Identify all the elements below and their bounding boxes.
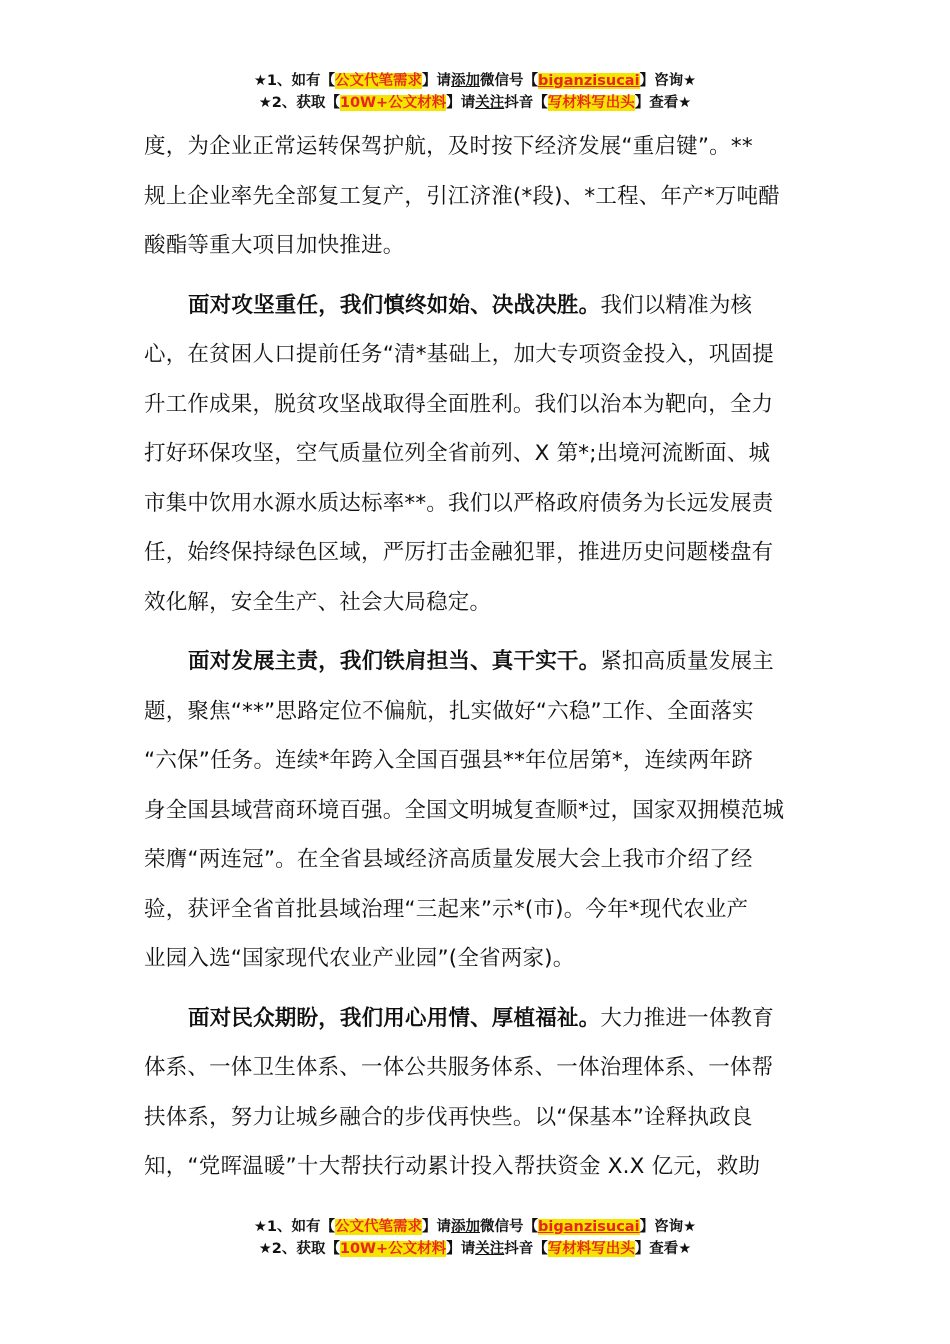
header-line-1-wechat-id: biganzisucai <box>538 73 640 89</box>
text-line: 体系、一体卫生体系、一体公共服务体系、一体治理体系、一体帮 <box>144 1055 774 1080</box>
footer-line-1-prefix: ★1、如有【 <box>253 1219 336 1235</box>
text-line: 知，“党晖温暖”十大帮扶行动累计投入帮扶资金 X.X 亿元，救助 <box>144 1154 761 1179</box>
header-line-2-douyin-account: 写材料写出头 <box>547 95 635 111</box>
header-line-1-suffix: 】咨询★ <box>639 73 697 89</box>
paragraph-first-line <box>144 281 809 331</box>
paragraph-first-line <box>144 637 809 687</box>
footer-line-2-mid: 】请 <box>446 1241 476 1257</box>
paragraph-3 <box>144 994 809 1192</box>
footer-line-1-mid: 】请 <box>422 1219 452 1235</box>
text-line: 身全国县域营商环境百强。全国文明城复查顺*过，国家双拥模范城 <box>144 797 785 823</box>
paragraph-lead: 面对发展主责，我们铁肩担当、真干实干。 <box>188 649 601 674</box>
header-line-2 <box>0 92 950 114</box>
text-line: 验，获评全省首批县域治理“三起来”示*(市)。今年*现代农业产 <box>144 896 749 922</box>
header-line-2-mid2: 抖音【 <box>504 95 548 111</box>
footer-line-1-suffix: 】咨询★ <box>639 1219 697 1235</box>
text-line: 扶体系，努力让城乡融合的步伐再快些。以“保基本”诠释执政良 <box>144 1104 753 1130</box>
text-line: 心，在贫困人口提前任务“清*基础上，加大专项资金投入，巩固提 <box>144 342 774 367</box>
text-line: 任，始终保持绿色区域，严厉打击金融犯罪，推进历史问题楼盘有 <box>144 540 774 565</box>
footer-line-1-underlined: 添加 <box>451 1219 481 1235</box>
footer-line-2-mid2: 抖音【 <box>504 1241 548 1257</box>
text-line: 效化解，安全生产、社会大局稳定。 <box>144 589 492 615</box>
text-line: “六保”任务。连续*年跨入全国百强县**年位居第*，连续两年跻 <box>144 748 753 773</box>
text-line: 打好环保攻坚，空气质量位列全省前列、X 第*;出境河流断面、城 <box>144 441 771 466</box>
footer-line-1-highlight-service: 公文代笔需求 <box>335 1219 423 1235</box>
header-banner <box>0 70 950 114</box>
footer-line-2-highlight-materials: 10W+公文材料 <box>339 1241 447 1257</box>
header-line-1-underlined: 添加 <box>451 73 481 89</box>
header-line-2-mid: 】请 <box>446 95 476 111</box>
header-line-2-highlight-materials: 10W+公文材料 <box>339 95 447 111</box>
paragraph-lead: 面对民众期盼，我们用心用情、厚植福祉。 <box>188 1005 601 1031</box>
header-line-1-highlight-service: 公文代笔需求 <box>335 73 423 89</box>
footer-line-2-prefix: ★2、获取【 <box>258 1241 340 1257</box>
footer-line-2 <box>0 1238 950 1260</box>
header-line-1 <box>0 70 950 92</box>
header-line-2-prefix: ★2、获取【 <box>258 95 340 111</box>
header-line-1-mid: 】请 <box>422 73 452 89</box>
document-body <box>144 122 809 1192</box>
text-line: 酸酯等重大项目加快推进。 <box>144 233 405 258</box>
header-line-2-suffix: 】查看★ <box>634 95 692 111</box>
text-line: 业园入选“国家现代农业产业园”(全省两家)。 <box>144 946 575 971</box>
text-line: 市集中饮用水源水质达标率**。我们以严格政府债务为长远发展责 <box>144 490 774 516</box>
text-line: 升工作成果，脱贫攻坚战取得全面胜利。我们以治本为靶向，全力 <box>144 391 774 417</box>
paragraph-line-rest: 我们以精准为核 <box>600 292 753 318</box>
footer-line-2-suffix: 】查看★ <box>634 1241 692 1257</box>
paragraph-0 <box>144 122 809 271</box>
paragraph-lead: 面对攻坚重任，我们慎终如始、决战决胜。 <box>188 292 601 318</box>
text-line: 规上企业率先全部复工复产，引江济淮(*段)、*工程、年产*万吨醋 <box>144 183 780 209</box>
footer-banner <box>0 1216 950 1260</box>
footer-line-1-wechat-id: biganzisucai <box>538 1219 640 1235</box>
footer-line-2-douyin-account: 写材料写出头 <box>547 1241 635 1257</box>
header-line-2-underlined: 关注 <box>475 95 505 111</box>
footer-line-1-mid2: 微信号【 <box>480 1219 539 1235</box>
text-line: 荣膺“两连冠”。在全省县域经济高质量发展大会上我市介绍了经 <box>144 847 753 872</box>
paragraph-line-rest: 紧扣高质量发展主 <box>600 649 774 674</box>
footer-line-2-underlined: 关注 <box>475 1241 505 1257</box>
header-line-1-prefix: ★1、如有【 <box>253 73 336 89</box>
text-line: 度，为企业正常运转保驾护航，及时按下经济发展“重启键”。** <box>144 134 753 159</box>
paragraph-2 <box>144 637 809 984</box>
footer-line-1 <box>0 1216 950 1238</box>
header-line-1-mid2: 微信号【 <box>480 73 539 89</box>
paragraph-line-rest: 大力推进一体教育 <box>600 1005 774 1031</box>
paragraph-first-line <box>144 994 809 1044</box>
text-line: 题，聚焦“**”思路定位不偏航，扎实做好“六稳”工作、全面落实 <box>144 698 754 724</box>
paragraph-1 <box>144 281 809 628</box>
